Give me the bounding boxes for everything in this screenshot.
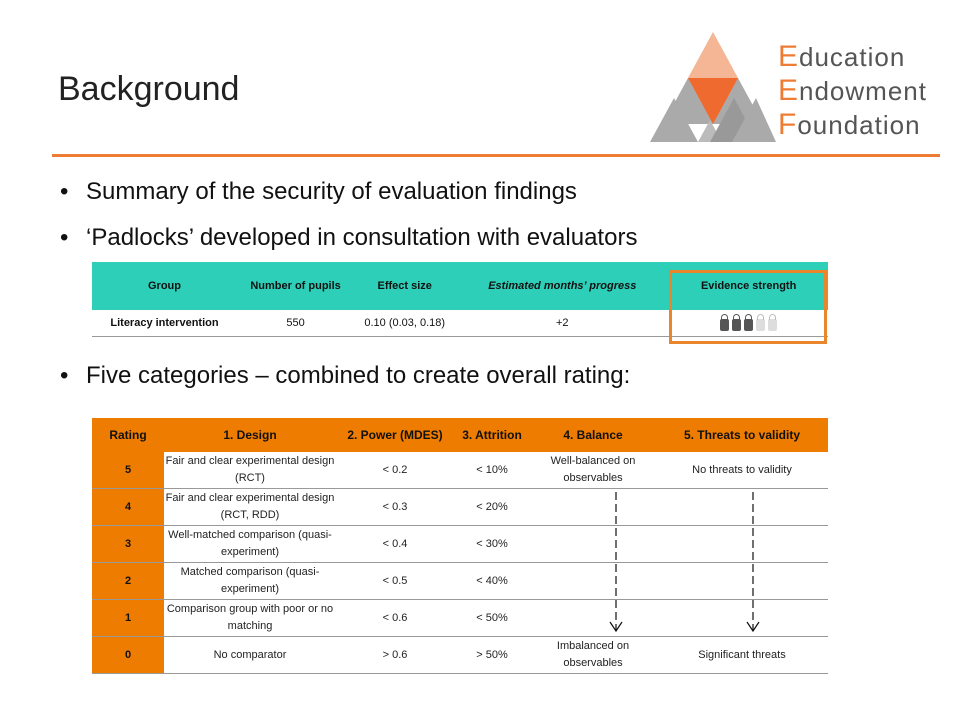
cell-pupils: 550 [237,310,354,337]
col-threats: 5. Threats to validity [656,418,828,452]
cell-threats [656,489,828,526]
col-design: 1. Design [164,418,336,452]
col-months: Estimated months’ progress [455,262,669,310]
table-row [92,489,828,526]
cell-threats [656,563,828,600]
page-title: Background [58,70,240,108]
cell-rating: 5 [92,452,164,489]
col-balance: 4. Balance [530,418,656,452]
threats-range-arrow [746,492,760,634]
cell-balance [530,489,656,526]
categories-table [92,418,828,674]
cell-threats: No threats to validity [656,452,828,489]
cell-effect: 0.10 (0.03, 0.18) [354,310,455,337]
cell-balance [530,600,656,637]
table-row [92,526,828,563]
logo-wordmark: Education Endowment Foundation [778,40,927,141]
cell-design: Fair and clear experimental design (RCT) [164,452,336,489]
col-effect: Effect size [354,262,455,310]
cell-rating: 3 [92,526,164,563]
cell-group: Literacy intervention [92,310,237,337]
cell-design: No comparator [164,637,336,674]
cell-power: < 0.5 [336,563,454,600]
cell-balance: Imbalanced on observables [530,637,656,674]
col-power: 2. Power (MDES) [336,418,454,452]
col-rating: Rating [92,418,164,452]
col-pupils: Number of pupils [237,262,354,310]
cell-threats: Significant threats [656,637,828,674]
cell-design: Comparison group with poor or no matching [164,600,336,637]
cell-design: Well-matched comparison (quasi-experiment) [164,526,336,563]
cell-attrition: < 50% [454,600,530,637]
col-attrition: 3. Attrition [454,418,530,452]
cell-balance: Well-balanced on observables [530,452,656,489]
cell-months: +2 [455,310,669,337]
cell-rating: 0 [92,637,164,674]
bullet-1: • Summary of the security of evaluation findings [60,178,577,205]
cell-design: Matched comparison (quasi-experiment) [164,563,336,600]
cell-design: Fair and clear experimental design (RCT, RDD) [164,489,336,526]
cell-power: < 0.3 [336,489,454,526]
cell-power: < 0.4 [336,526,454,563]
title-divider [52,154,940,157]
table-row [92,452,828,489]
balance-range-arrow [609,492,623,634]
cell-rating: 2 [92,563,164,600]
cell-attrition: > 50% [454,637,530,674]
cell-power: > 0.6 [336,637,454,674]
cell-rating: 4 [92,489,164,526]
col-group: Group [92,262,237,310]
cell-attrition: < 30% [454,526,530,563]
cell-rating: 1 [92,600,164,637]
cell-power: < 0.2 [336,452,454,489]
table-row [92,600,828,637]
table-row [92,637,828,674]
cell-threats [656,600,828,637]
cell-power: < 0.6 [336,600,454,637]
evidence-highlight-box [669,270,827,344]
bullet-3: • Five categories – combined to create overall rating: [60,362,631,389]
cell-attrition: < 40% [454,563,530,600]
cell-attrition: < 10% [454,452,530,489]
bullet-2: • ‘Padlocks’ developed in consultation with evaluators [60,224,638,251]
cell-balance [530,563,656,600]
cell-balance [530,526,656,563]
table-row [92,563,828,600]
cell-attrition: < 20% [454,489,530,526]
col-evidence: Evidence strength [669,262,828,310]
cell-threats [656,526,828,563]
